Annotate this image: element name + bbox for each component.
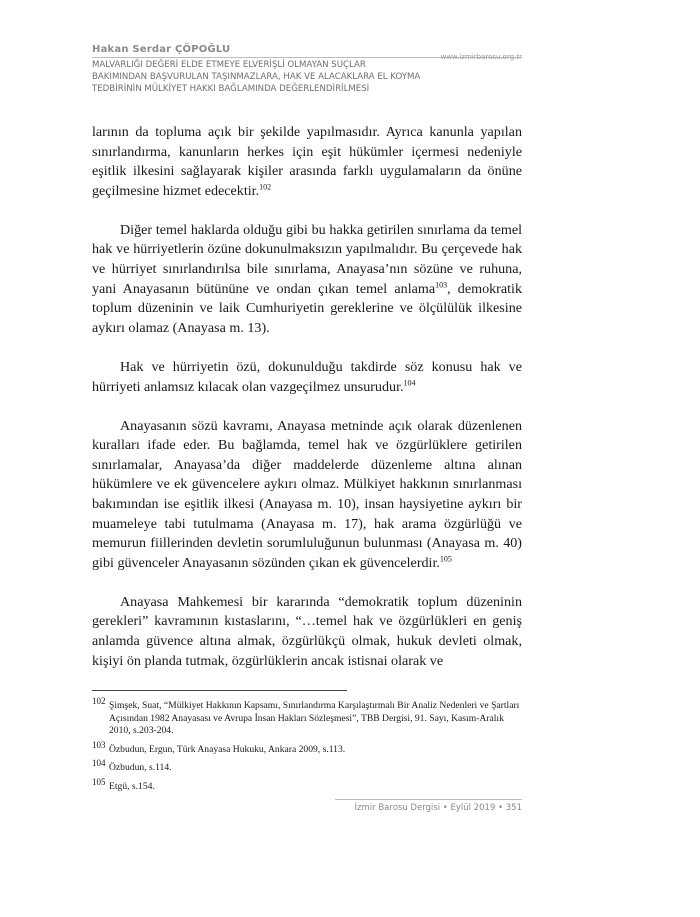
footnote-number: 103 — [92, 739, 106, 750]
footnote-ref: 104 — [403, 377, 416, 387]
footnote-text: Özbudun, Ergun, Türk Anayasa Hukuku, Ankara 2009, s.113. — [109, 743, 346, 755]
footnotes — [92, 695, 522, 799]
footnote — [92, 739, 522, 757]
footnote-number: 102 — [92, 695, 106, 706]
paragraph — [92, 593, 522, 671]
running-header — [92, 44, 522, 95]
paragraph — [92, 358, 522, 397]
paragraph-text: , demokratik toplum düzeninin ve laik Cumhuriyetin gereklerine ve ölçülülük ilkesine aykırı olamaz (Anayasa m. 13). — [92, 280, 522, 336]
article-title-line: MALVARLIĞI DEĞERİ ELDE ETMEYE ELVERİŞLİ OLMAYAN SUÇLAR — [92, 60, 366, 70]
footer-rule — [335, 799, 522, 800]
body-text — [92, 123, 522, 671]
footnote-ref: 102 — [259, 182, 272, 192]
running-footer — [335, 799, 522, 813]
footnote-text: Etgü, s.154. — [109, 780, 155, 792]
author-name: Hakan Serdar ÇÖPOĞLU — [92, 44, 231, 55]
paragraph-text: Anayasa Mahkemesi bir kararında “demokratik toplum düzeninin gerekleri” kavramının kıstaslarını, “…temel hak ve özgürlükleri en geniş anlamda güvence altına almak, özgürlükçü olmak, hukuk devleti olmak, kişiyi ön planda tutmak, özgürlüklerin ancak istisnai olarak ve — [92, 593, 522, 669]
paragraph — [92, 221, 522, 339]
article-title-line: BAKIMINDAN BAŞVURULAN TAŞINMAZLARA, HAK VE ALACAKLARA EL KOYMA — [92, 72, 421, 82]
footer-text: İzmir Barosu Dergisi • Eylül 2019 • 351 — [354, 803, 522, 813]
paragraph-text: Hak ve hürriyetin özü, dokunulduğu takdirde söz konusu hak ve hürriyeti anlamsız kılacak olan vazgeçilmez unsurudur. — [92, 358, 522, 395]
website-url: www.izmirbarosu.org.tr — [440, 53, 522, 61]
footnote — [92, 776, 522, 794]
article-title — [92, 59, 522, 95]
footnote-separator — [92, 690, 347, 691]
paragraph — [92, 417, 522, 574]
footnote-text: Özbudun, s.114. — [109, 762, 172, 773]
paragraph-text: Diğer temel haklarda olduğu gibi bu hakka getirilen sınırlama da temel hak ve hürriyetlerin özüne dokunulmaksızın yapılmalıdır. Bu çerçevede hak ve hürriyet sınırlandırılsa bile sınırlama, Anayasa’nın sözüne ve ruhuna, yani Anayasanın bütününe ve ondan çıkan temel anlama — [92, 221, 522, 297]
footnote — [92, 757, 522, 775]
footnote — [92, 695, 522, 738]
footnote-ref: 105 — [439, 554, 452, 564]
article-title-line: TEDBİRİNİN MÜLKİYET HAKKI BAĞLAMINDA DEĞERLENDİRİLMESİ — [92, 84, 370, 94]
paragraph-text: larının da topluma açık bir şekilde yapılmasıdır. Ayrıca kanunla yapılan sınırlandırma, kanunların herkes için eşit hükümler içermesi nedeniyle eşitlik ilkesini sağlayarak kişiler arasında farklı uygulamaların da önüne geçilmesine hizmet edecektir. — [92, 124, 522, 199]
footnote-number: 104 — [92, 757, 106, 768]
paragraph — [92, 123, 522, 201]
footnote-number: 105 — [92, 776, 106, 787]
paragraph-text: Anayasanın sözü kavramı, Anayasa metninde açık olarak düzenlenen kuralları ifade eder. Bu bağlamda, temel hak ve özgürlüklere getirilen sınırlamalar, Anayasa’da diğer maddelerde düzenleme altına alınan hükümlere ve ek güvencelere aykırı olmaz. Mülkiyet hakkının sınırlanması bakımından ise eşitlik ilkesi (Anayasa m. 10), insan haysiyetine aykırı bir muameleye tabi tutulmama (Anayasa m. 17), hak arama özgürlüğü ve memurun fiillerinden devletin sorumluluğunun bulunması (Anayasa m. 40) gibi güvenceler Anayasanın sözünden çıkan ek güvencelerdir. — [92, 417, 522, 571]
footnote-ref: 103 — [435, 279, 448, 289]
footnote-text: Şimşek, Suat, “Mülkiyet Hakkının Kapsamı, Sınırlandırma Karşılaştırmalı Bir Analiz Nedenleri ve Şartları Açısından 1982 Anayasası ve Avrupa İnsan Hakları Sözleşmesi”, TBB Dergisi, 91. Sayı, Kasım-Aralık 2010, s.203-204. — [109, 700, 520, 736]
